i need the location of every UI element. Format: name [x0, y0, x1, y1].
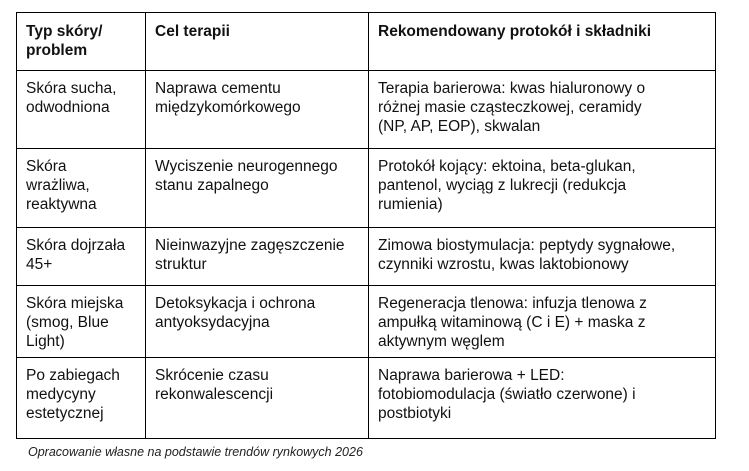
cell-line: medycyny: [26, 386, 96, 403]
cell-therapy-goal: [146, 358, 369, 439]
table-row: [17, 358, 716, 439]
cell-skin-type: [17, 71, 146, 149]
cell-protocol: [369, 286, 716, 358]
cell-skin-type: [17, 358, 146, 439]
cell-line: Naprawa barierowa + LED:: [378, 367, 565, 384]
cell-line: 45+: [26, 256, 53, 273]
cell-therapy-goal: [146, 71, 369, 149]
cell-line: pantenol, wyciąg z lukrecji (redukcja: [378, 177, 627, 194]
cell-line: reaktywna: [26, 196, 97, 213]
header-therapy-goal: Cel terapii: [146, 13, 369, 71]
cell-line: Naprawa cementu: [155, 80, 281, 97]
cell-protocol: [369, 228, 716, 286]
cell-line: postbiotyki: [378, 405, 452, 422]
cell-line: stanu zapalnego: [155, 177, 269, 194]
cell-line: rumienia): [378, 196, 443, 213]
cell-line: antyoksydacyjna: [155, 314, 270, 331]
cell-line: fotobiomodulacja (światło czerwone) i: [378, 386, 636, 403]
cell-therapy-goal: [146, 286, 369, 358]
cell-line: (NP, AP, EOP), skwalan: [378, 118, 541, 135]
skin-therapy-table: [16, 12, 716, 439]
cell-line: Light): [26, 333, 65, 350]
table-row: [17, 71, 716, 149]
table-row: [17, 149, 716, 228]
skin-therapy-table-container: [16, 12, 716, 439]
cell-line: odwodniona: [26, 99, 110, 116]
cell-line: Regeneracja tlenowa: infuzja tlenowa z: [378, 295, 647, 312]
cell-line: Skóra miejska: [26, 295, 124, 312]
cell-line: (smog, Blue: [26, 314, 109, 331]
cell-line: wrażliwa,: [26, 177, 90, 194]
header-skin-type-line: problem: [26, 42, 88, 59]
header-skin-type: [17, 13, 146, 71]
cell-protocol: [369, 358, 716, 439]
header-recommended-protocol: Rekomendowany protokół i składniki: [369, 13, 716, 71]
cell-protocol: [369, 149, 716, 228]
header-skin-type-line: Typ skóry/: [26, 23, 103, 40]
cell-line: czynniki wzrostu, kwas laktobionowy: [378, 256, 629, 273]
cell-line: Nieinwazyjne zagęszczenie: [155, 237, 345, 254]
cell-line: Terapia barierowa: kwas hialuronowy o: [378, 80, 646, 97]
cell-line: rekonwalescencji: [155, 386, 274, 403]
cell-line: estetycznej: [26, 405, 104, 422]
cell-line: aktywnym węglem: [378, 333, 505, 350]
cell-therapy-goal: [146, 149, 369, 228]
cell-line: Zimowa biostymulacja: peptydy sygnałowe,: [378, 237, 676, 254]
cell-line: struktur: [155, 256, 207, 273]
cell-therapy-goal: [146, 228, 369, 286]
cell-line: Wyciszenie neurogennego: [155, 158, 338, 175]
cell-line: Skóra: [26, 158, 67, 175]
cell-protocol: [369, 71, 716, 149]
cell-line: różnej masie cząsteczkowej, ceramidy: [378, 99, 642, 116]
cell-skin-type: [17, 149, 146, 228]
cell-line: Skrócenie czasu: [155, 367, 269, 384]
table-row: [17, 286, 716, 358]
table-row: [17, 228, 716, 286]
cell-skin-type: [17, 228, 146, 286]
source-caption: Opracowanie własne na podstawie trendów rynkowych 2026: [28, 445, 363, 459]
cell-line: Skóra sucha,: [26, 80, 117, 97]
cell-line: międzykomórkowego: [155, 99, 301, 116]
cell-line: ampułką witaminową (C i E) + maska z: [378, 314, 646, 331]
table-header-row: [17, 13, 716, 71]
cell-line: Skóra dojrzała: [26, 237, 126, 254]
cell-line: Po zabiegach: [26, 367, 120, 384]
cell-skin-type: [17, 286, 146, 358]
cell-line: Protokół kojący: ektoina, beta-glukan,: [378, 158, 636, 175]
cell-line: Detoksykacja i ochrona: [155, 295, 316, 312]
